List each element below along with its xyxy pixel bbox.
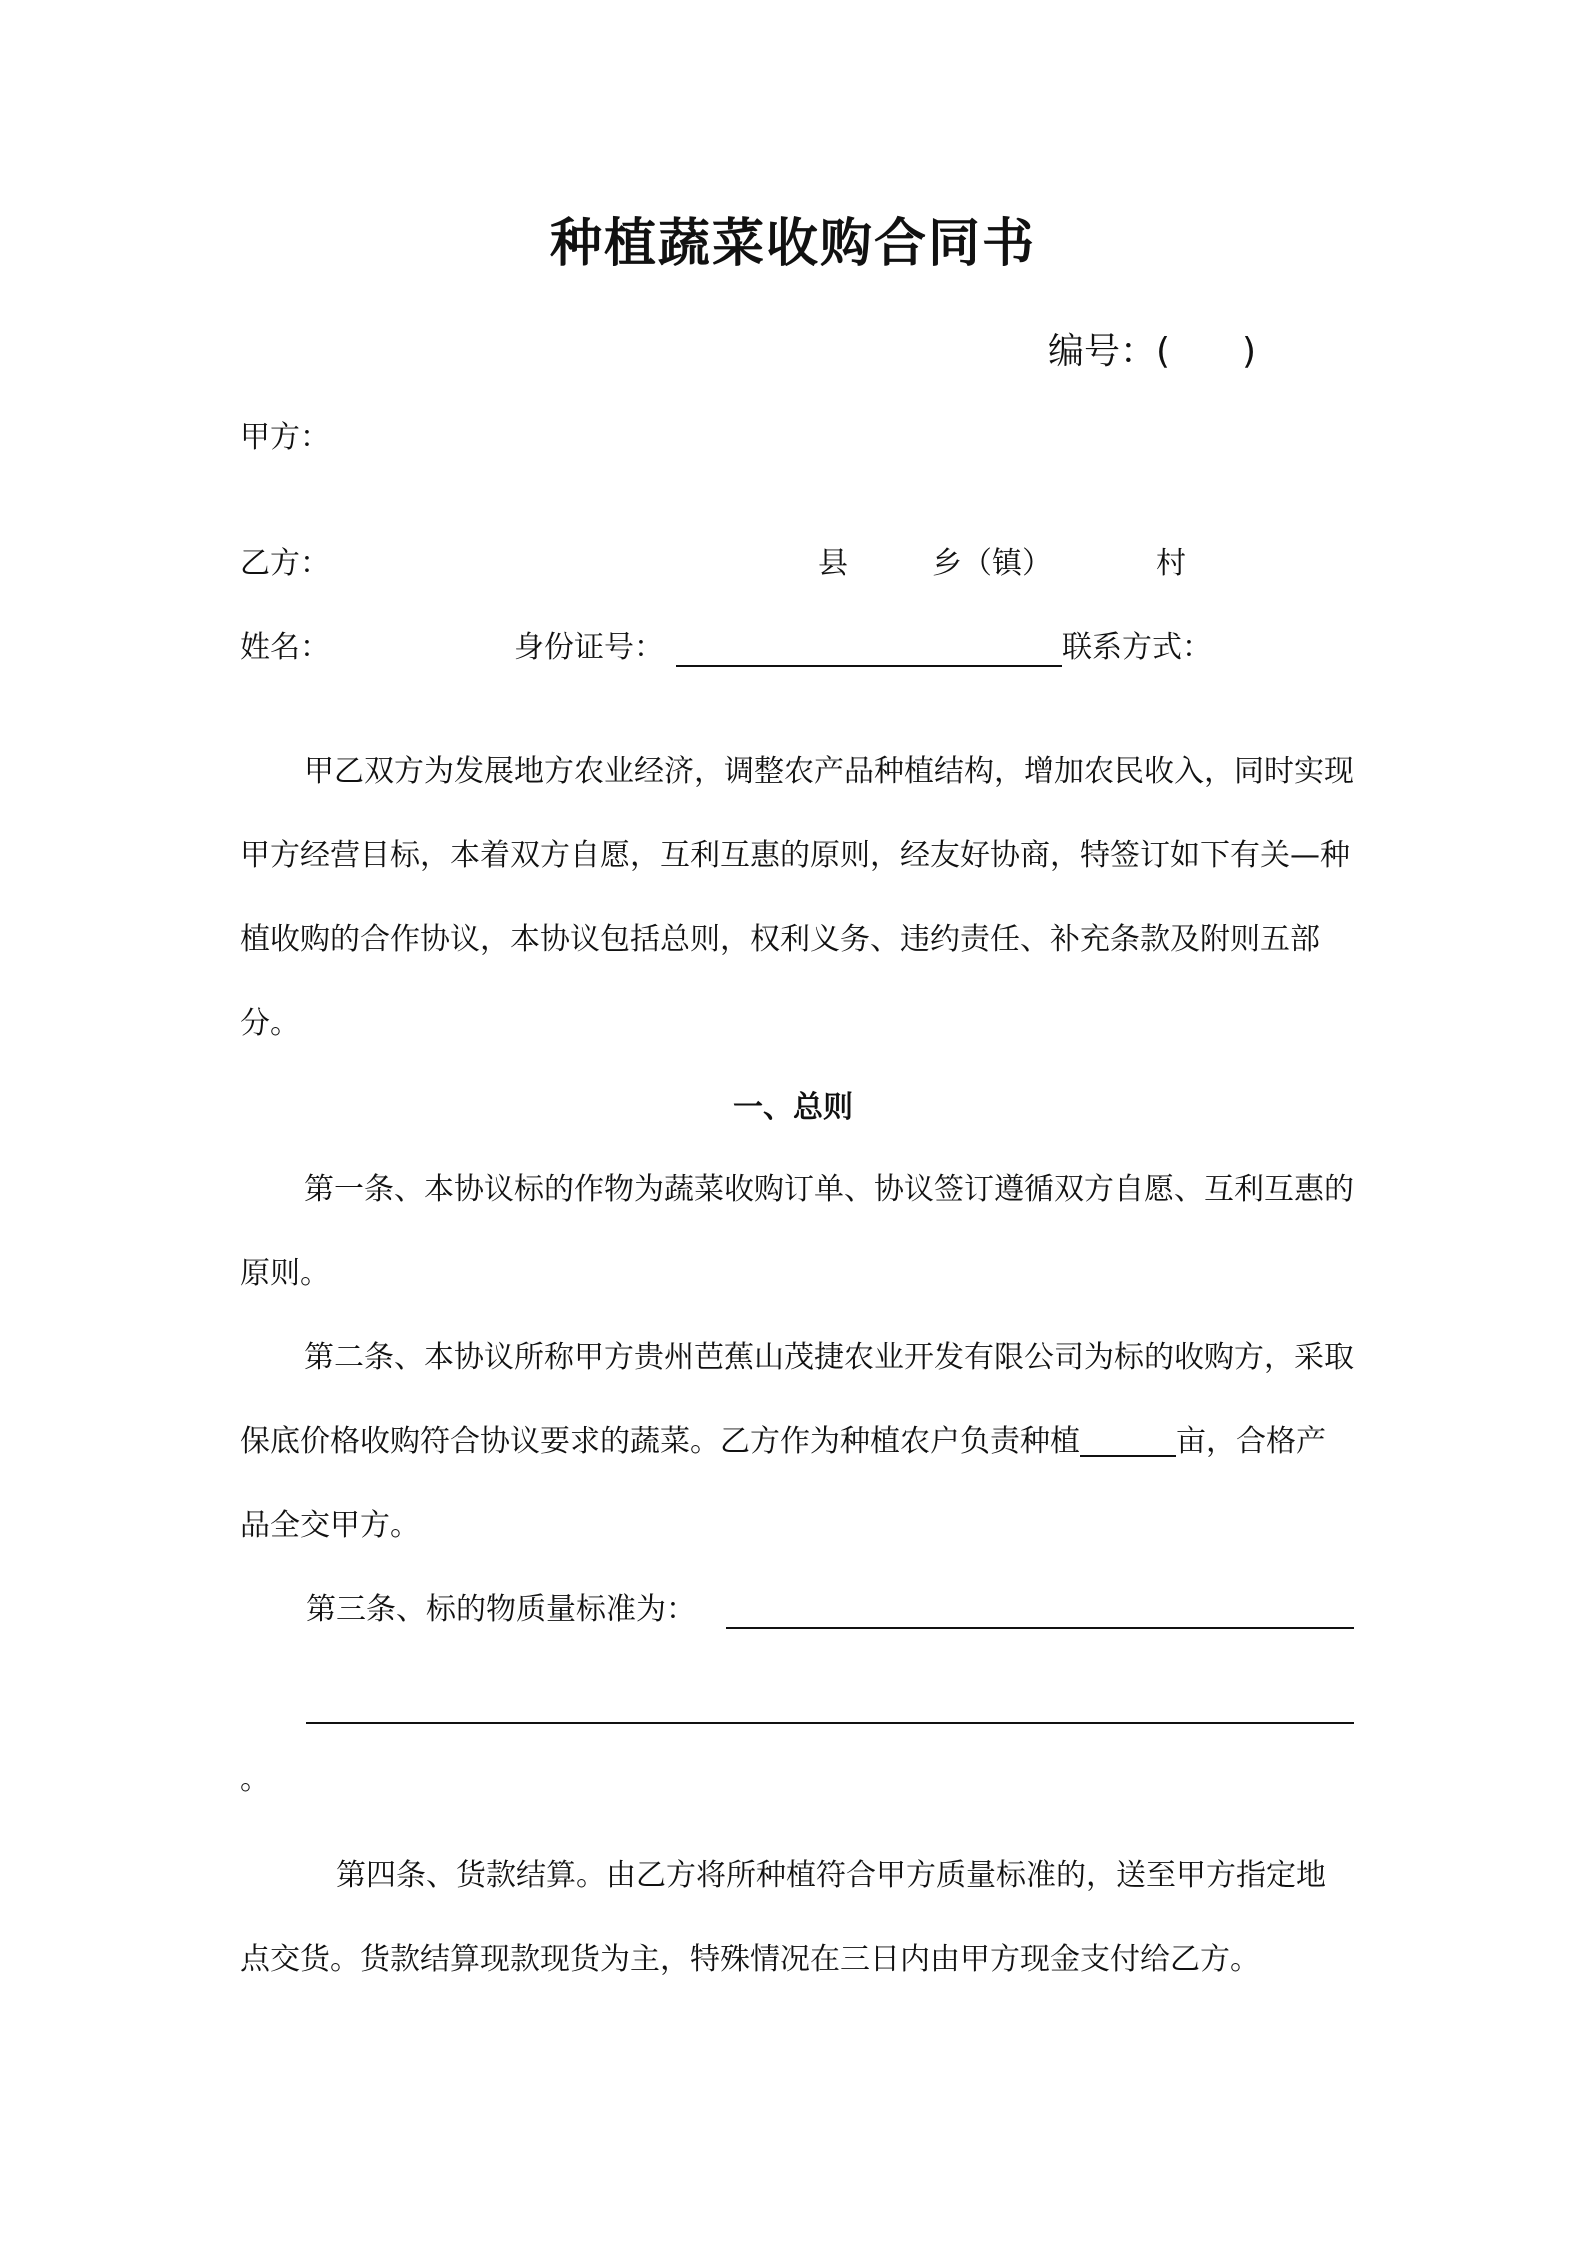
county-label: 县 — [818, 546, 848, 581]
article-2: 第二条、本协议所称甲方贵州芭蕉山茂捷农业开发有限公司为标的收购方，采取保底价格收购符合协议要求的蔬菜。乙方作为种植农户负责种植 亩，合格产品全交甲方。 — [240, 1340, 1354, 1543]
name-label: 姓名： — [240, 630, 330, 665]
party-b-label: 乙方： — [240, 546, 330, 581]
article-3-label: 第三条、标的物质量标准为： — [306, 1592, 696, 1627]
id-number-label: 身份证号： — [514, 630, 664, 665]
quality-standard-blank-2 — [306, 1722, 1354, 1724]
section-heading-general: 一、总则 — [733, 1090, 853, 1125]
article-1: 第一条、本协议标的作物为蔬菜收购订单、协议签订遵循双方自愿、互利互惠的原则。 — [240, 1172, 1354, 1291]
id-number-blank — [676, 665, 1062, 667]
contact-label: 联系方式： — [1062, 630, 1212, 665]
quality-standard-blank-1 — [726, 1627, 1354, 1629]
village-label: 村 — [1156, 546, 1186, 581]
document-title: 种植蔬菜收购合同书 — [549, 214, 1036, 274]
article-3-end: 。 — [240, 1762, 270, 1797]
township-label: 乡（镇） — [932, 546, 1052, 581]
intro-paragraph: 甲乙双方为发展地方农业经济，调整农产品种植结构，增加农民收入，同时实现甲方经营目标，本着双方自愿，互利互惠的原则，经友好协商，特签订如下有关—种植收购的合作协议，本协议包括总则，权利义务、违约责任、补充条款及附则五部分。 — [240, 754, 1354, 1041]
serial-number: 编号：( ) — [1048, 331, 1257, 372]
article-4: 第四条、货款结算。由乙方将所种植符合甲方质量标准的，送至甲方指定地点交货。货款结算现款现货为主，特殊情况在三日内由甲方现金支付给乙方。 — [240, 1858, 1326, 1977]
acreage-blank — [1080, 1427, 1176, 1457]
party-a-label: 甲方： — [240, 420, 330, 455]
